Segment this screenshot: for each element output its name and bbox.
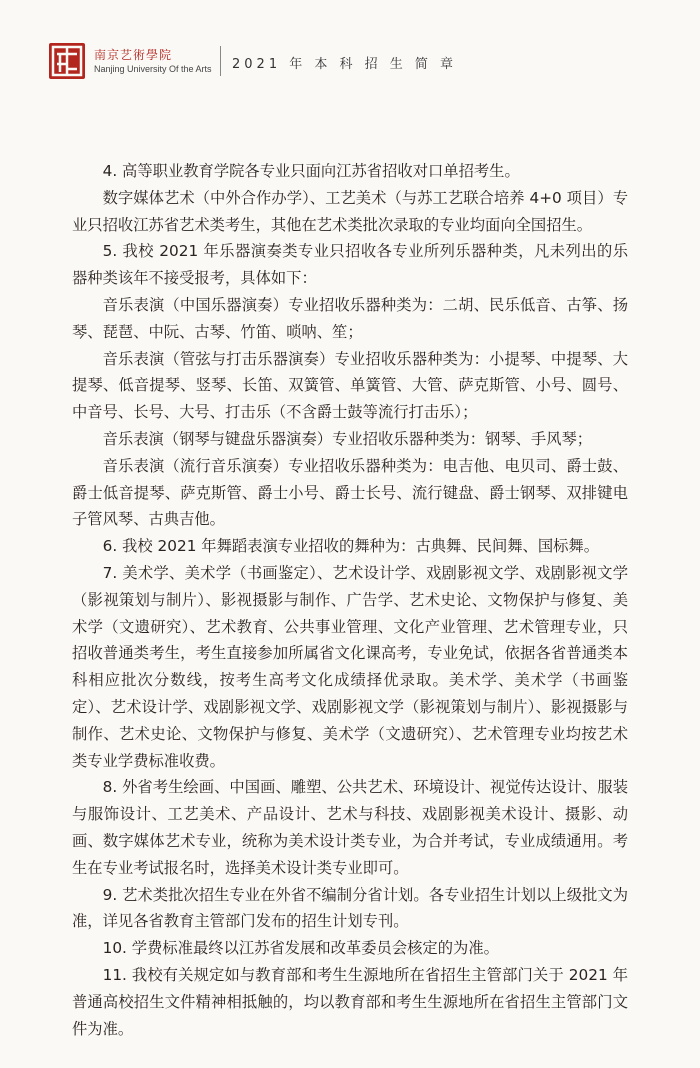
paragraph-5-orchestral-instruments: 音乐表演（管弦与打击乐器演奏）专业招收乐器种类为：小提琴、中提琴、大提琴、低音提琴、竖琴、长笛、双簧管、单簧管、大管、萨克斯管、小号、圆号、中音号、长号、大号、打击乐（不含爵士鼓等流行打击乐）； — [72, 349, 628, 422]
paragraph-5-keyboard-instruments: 音乐表演（钢琴与键盘乐器演奏）专业招收乐器种类为：钢琴、手风琴； — [102, 429, 593, 448]
paragraph-6: 6. 我校 2021 年舞蹈表演专业招收的舞种为：古典舞、民间舞、国标舞。 — [102, 537, 600, 556]
school-name-cn: 南京艺術學院 — [94, 48, 173, 62]
paragraph-5-chinese-instruments: 音乐表演（中国乐器演奏）专业招收乐器种类为：二胡、民乐低音、古筝、扬琴、琵琶、中阮、古琴、竹笛、唢呐、笙； — [72, 295, 628, 341]
document-title: 2021 年 本 科 招 生 简 章 — [232, 57, 458, 72]
paragraph-7: 7. 美术学、美术学（书画鉴定）、艺术设计学、戏剧影视文学、戏剧影视文学（影视策划与制片）、影视摄影与制作、广告学、艺术史论、文物保护与修复、美术学（文遗研究）、艺术教育、公共事业管理、文化产业管理、艺术管理专业，只招收普通类考生，考生直接参加所属省文化课高考，专业免试，依据各省普通类本科相应批次分数线，按考生高考文化成绩择优录取。美术学、美术学（书画鉴定）、艺术设计学、戏剧影视文学、戏剧影视文学（影视策划与制片）、影视摄影与制作、艺术史论、文物保护与修复、美术学（文遗研究）、艺术管理专业均按艺术类专业学费标准收费。 — [72, 563, 628, 770]
paragraph-11: 11. 我校有关规定如与教育部和考生生源地所在省招生主管部门关于 2021 年普通高校招生文件精神相抵触的，均以教育部和考生生源地所在省招生主管部门文件为准。 — [72, 965, 628, 1038]
header-divider — [220, 46, 221, 76]
page-header — [48, 40, 668, 84]
paragraph-5: 5. 我校 2021 年乐器演奏类专业只招收各专业所列乐器种类，凡未列出的乐器种类该年不接受报考，具体如下： — [72, 242, 628, 288]
school-seal-icon — [48, 42, 86, 80]
paragraph-5-pop-instruments: 音乐表演（流行音乐演奏）专业招收乐器种类为：电吉他、电贝司、爵士鼓、爵士低音提琴、萨克斯管、爵士小号、爵士长号、流行键盘、爵士钢琴、双排键电子管风琴、古典吉他。 — [72, 456, 628, 529]
document-body — [72, 158, 628, 1042]
paragraph-8: 8. 外省考生绘画、中国画、雕塑、公共艺术、环境设计、视觉传达设计、服装与服饰设计、工艺美术、产品设计、艺术与科技、戏剧影视美术设计、摄影、动画、数字媒体艺术专业，统称为美术设计类专业，为合并考试，专业成绩通用。考生在专业考试报名时，选择美术设计类专业即可。 — [72, 778, 628, 877]
paragraph-10: 10. 学费标准最终以江苏省发展和改革委员会核定的为准。 — [102, 939, 499, 958]
paragraph-4: 4. 高等职业教育学院各专业只面向江苏省招收对口单招考生。 — [102, 162, 520, 180]
paragraph-9: 9. 艺术类批次招生专业在外省不编制分省计划。各专业招生计划以上级批文为准，详见各省教育主管部门发布的招生计划专刊。 — [72, 885, 628, 931]
school-name-en: Nanjing University Of the Arts — [94, 64, 212, 74]
paragraph-4-note: 数字媒体艺术（中外合作办学）、工艺美术（与苏工艺联合培养 4+0 项目）专业只招收江苏省艺术类考生，其他在艺术类批次录取的专业均面向全国招生。 — [72, 188, 628, 234]
